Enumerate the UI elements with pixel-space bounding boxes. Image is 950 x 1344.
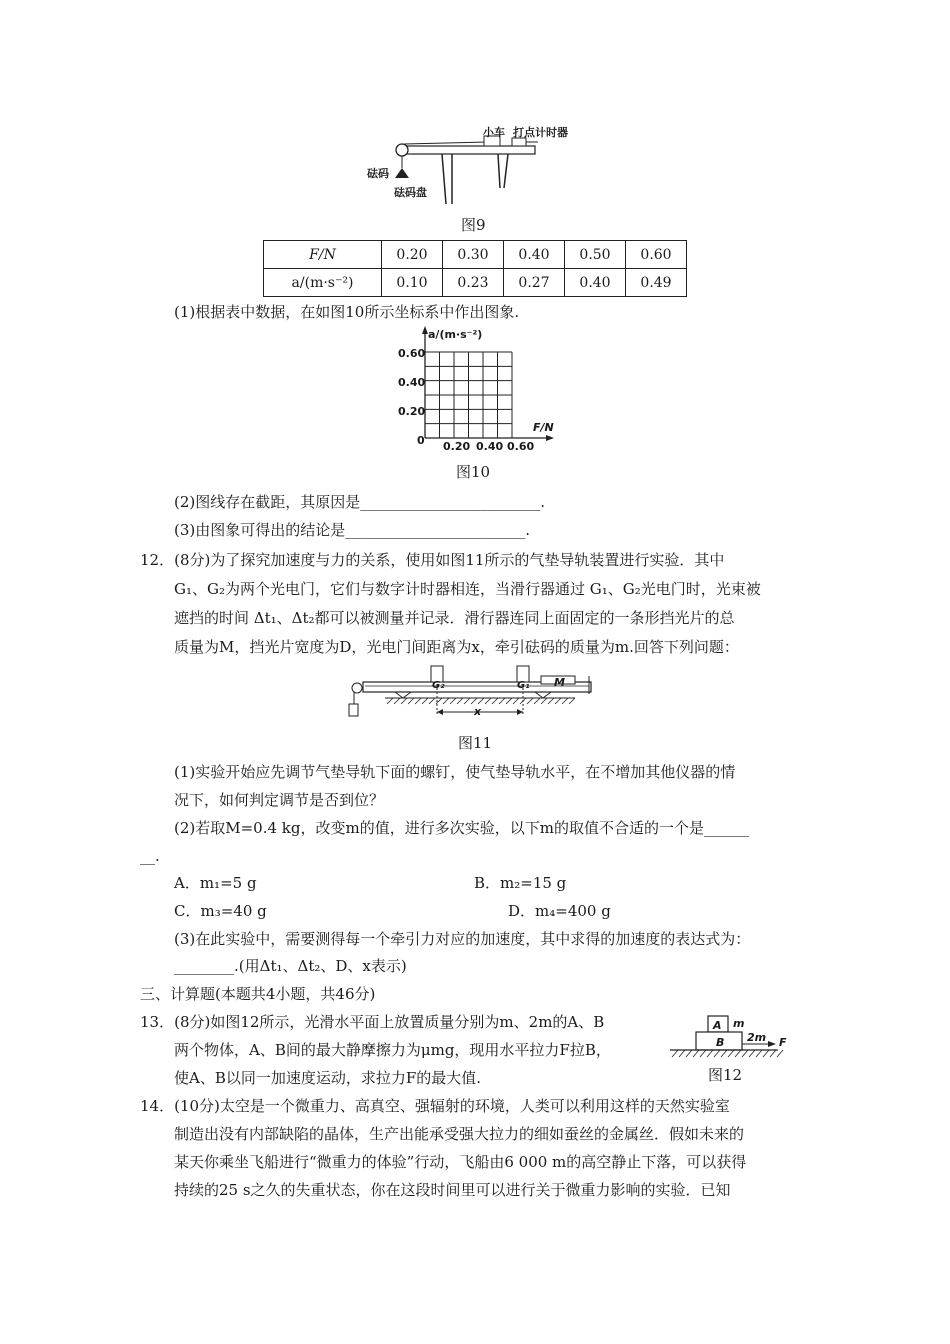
q12-part1a: (1)实验开始应先调节气垫导轨下面的螺钉，使气垫导轨水平，在不增加其他仪器的情 — [174, 763, 736, 781]
hatch-mark — [534, 698, 540, 704]
hatch-mark — [555, 698, 561, 704]
table-head-a: a/(m·s⁻²) — [264, 269, 382, 297]
hatch-mark — [387, 698, 393, 704]
table-cell: 0.10 — [382, 269, 443, 297]
table-cell: 0.40 — [565, 269, 626, 297]
hatch-mark — [686, 1050, 692, 1057]
q12-option-a: A．m₁=5 g — [174, 874, 257, 892]
hatch-mark — [714, 1050, 720, 1057]
table-cell: 0.27 — [504, 269, 565, 297]
q13-line1: 13．(8分)如图12所示，光滑水平面上放置质量分别为m、2m的A、B — [140, 1013, 605, 1031]
table-row — [264, 241, 687, 269]
fig10-ylabel: a/(m·s⁻²) — [428, 328, 483, 341]
hatch-mark — [562, 698, 568, 704]
hatch-mark — [429, 698, 435, 704]
fig10-xtick: 0.20 — [443, 440, 471, 453]
hatch-mark — [721, 1050, 727, 1057]
q14-line3: 某天你乘坐飞船进行“微重力的体验”行动，飞船由6 000 m的高空静止下落，可以获得 — [174, 1153, 747, 1171]
hatch-mark — [394, 698, 400, 704]
q12-part3b: ________.(用Δt₁、Δt₂、D、x表示) — [174, 957, 407, 975]
q12-line4: 质量为M，挡光片宽度为D，光电门间距离为x，牵引砝码的质量为m.回答下列问题： — [174, 638, 739, 656]
hatch-mark — [506, 698, 512, 704]
hatch-mark — [422, 698, 428, 704]
hatch-mark — [756, 1050, 762, 1057]
figure-12-caption: 图12 — [708, 1066, 743, 1084]
fig10-xtick: 0.40 — [476, 440, 504, 453]
hatch-mark — [415, 698, 421, 704]
q12-line2: G₁、G₂为两个光电门，它们与数字计时器相连，当滑行器通过 G₁、G₂光电门时，光束被 — [174, 580, 761, 598]
hatch-mark — [457, 698, 463, 704]
label-timer: 打点计时器 — [513, 126, 568, 139]
q14-line2: 制造出没有内部缺陷的晶体，生产出能承受强大拉力的细如蚕丝的金属丝．假如未来的 — [174, 1125, 745, 1143]
hatch-mark — [742, 1050, 748, 1057]
fig11-g2: G₂ — [432, 680, 445, 691]
q12-part2b: __. — [140, 847, 160, 865]
fig12-mass-m: m — [733, 1017, 745, 1030]
table-cell: 0.50 — [565, 241, 626, 269]
hatch-mark — [401, 698, 407, 704]
q12-option-c: C．m₃=40 g — [174, 902, 267, 920]
hatch-mark — [770, 1050, 776, 1057]
hatch-mark — [513, 698, 519, 704]
table-cell: 0.30 — [443, 241, 504, 269]
fig10-xlabel: F/N — [533, 421, 554, 434]
q12-option-b: B．m₂=15 g — [474, 874, 567, 892]
fig10-ytick: 0.20 — [398, 405, 426, 418]
fig12-block-b: B — [716, 1036, 725, 1049]
q11-part2: (2)图线存在截距，其原因是________________________. — [174, 493, 546, 511]
hatch-mark — [707, 1050, 713, 1057]
hatch-mark — [749, 1050, 755, 1057]
hatch-mark — [569, 698, 575, 704]
figure-11-air-track — [345, 664, 605, 728]
table-cell: 0.60 — [626, 241, 687, 269]
q12-part2a: (2)若取M=0.4 kg，改变m的值，进行多次实验，以下m的取值不合适的一个是______ — [174, 819, 749, 837]
hatch-mark — [464, 698, 470, 704]
hatch-mark — [548, 698, 554, 704]
q14-line4: 持续的25 s之久的失重状态，你在这段时间里可以进行关于微重力影响的实验．已知 — [174, 1181, 731, 1199]
table-cell: 0.49 — [626, 269, 687, 297]
hatch-mark — [408, 698, 414, 704]
hatch-mark — [728, 1050, 734, 1057]
fig10-ytick: 0.60 — [398, 347, 426, 360]
hatch-mark — [492, 698, 498, 704]
table-head-f: F/N — [264, 241, 382, 269]
table-cell: 0.20 — [382, 241, 443, 269]
hatch-mark — [693, 1050, 699, 1057]
q13-line3: 使A、B以同一加速度运动，求拉力F的最大值. — [174, 1069, 482, 1087]
hatch-mark — [443, 698, 449, 704]
fig12-block-a: A — [713, 1019, 722, 1032]
fig10-ytick: 0.40 — [398, 376, 426, 389]
label-weight-pan: 砝码盘 — [394, 186, 427, 199]
hatch-mark — [541, 698, 547, 704]
fig10-xtick: 0.60 — [507, 440, 535, 453]
figure-9-caption: 图9 — [461, 216, 486, 234]
fig11-m: M — [554, 676, 565, 689]
q12-part1b: 况下，如何判定调节是否到位？ — [174, 791, 385, 809]
hatch-mark — [672, 1050, 678, 1057]
hatch-mark — [527, 698, 533, 704]
figure-11-caption: 图11 — [458, 734, 493, 752]
fig10-ytick: 0 — [417, 434, 425, 447]
hatch-mark — [450, 698, 456, 704]
fig12-force-f: F — [779, 1036, 787, 1049]
hatch-mark — [763, 1050, 769, 1057]
hatch-mark — [499, 698, 505, 704]
q11-part3: (3)由图象可得出的结论是________________________. — [174, 521, 531, 539]
hatch-mark — [478, 698, 484, 704]
q12-line3: 遮挡的时间 Δt₁、Δt₂都可以被测量并记录．滑行器连同上面固定的一条形挡光片的总 — [174, 609, 735, 627]
figure-10-caption: 图10 — [456, 463, 491, 481]
q12-line1: 12．(8分)为了探究加速度与力的关系，使用如图11所示的气垫导轨装置进行实验．其中 — [140, 551, 725, 569]
hatch-mark — [735, 1050, 741, 1057]
hatch-mark — [679, 1050, 685, 1057]
fig12-mass-2m: 2m — [747, 1031, 767, 1044]
table-cell: 0.23 — [443, 269, 504, 297]
section-3-heading: 三、计算题(本题共4小题，共46分) — [140, 985, 376, 1003]
hatch-mark — [700, 1050, 706, 1057]
q14-line1: 14．(10分)太空是一个微重力、高真空、强辐射的环境，人类可以利用这样的天然实验室 — [140, 1097, 730, 1115]
label-weight: 砝码 — [367, 167, 389, 180]
label-car: 小车 — [483, 126, 505, 139]
hatch-mark — [485, 698, 491, 704]
table-row — [264, 269, 687, 297]
data-table — [263, 240, 687, 297]
hatch-mark — [777, 1050, 783, 1057]
q13-line2: 两个物体，A、B间的最大静摩擦力为μmg，现用水平拉力F拉B， — [174, 1041, 611, 1059]
q12-part3a: (3)在此实验中，需要测得每一个牵引力对应的加速度，其中求得的加速度的表达式为： — [174, 930, 751, 948]
hatch-mark — [471, 698, 477, 704]
q12-option-d: D．m₄=400 g — [508, 902, 611, 920]
fig11-x: x — [474, 705, 482, 718]
q11-part1: (1)根据表中数据，在如图10所示坐标系中作出图象. — [174, 303, 520, 321]
table-cell: 0.40 — [504, 241, 565, 269]
fig11-g1: G₁ — [517, 680, 530, 691]
